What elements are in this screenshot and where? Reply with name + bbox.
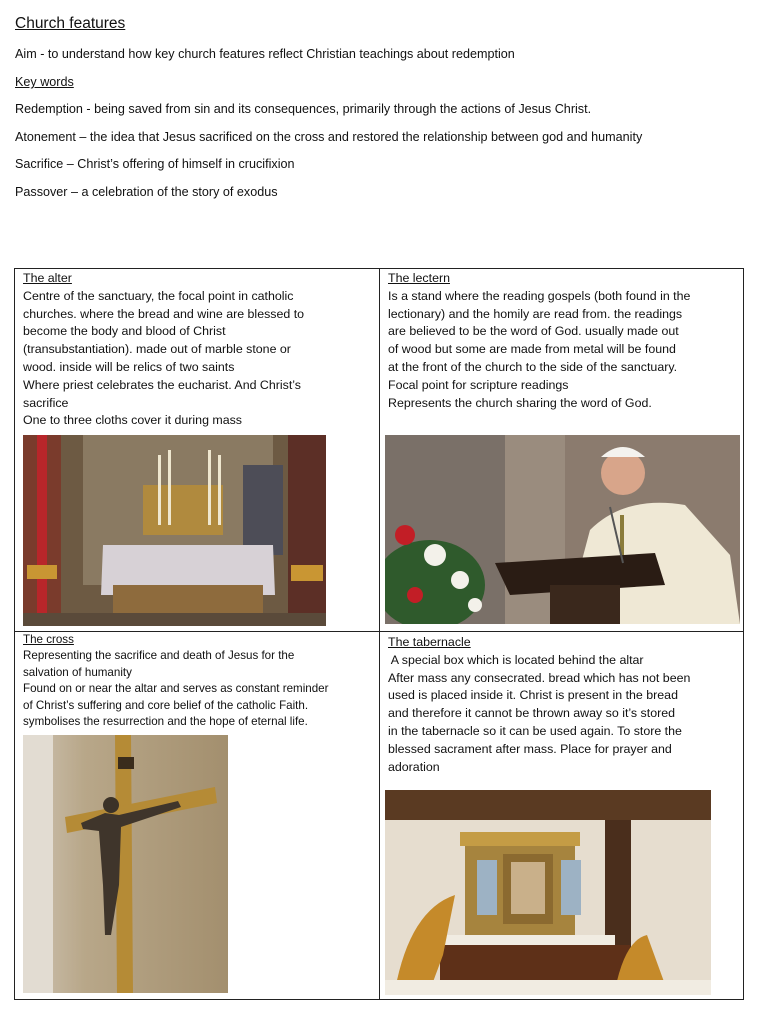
cell-line: Found on or near the altar and serves as constant reminder [23, 682, 329, 696]
cell-alter [23, 270, 375, 430]
cell-line: salvation of humanity [23, 665, 132, 679]
table-divider-vertical [379, 269, 380, 999]
key-words-heading: Key words [15, 75, 74, 89]
page-title: Church features [15, 15, 126, 32]
cell-line: become the body and blood of Christ [23, 324, 226, 339]
cell-line: in the tabernacle so it can be used again. To store the [388, 723, 682, 738]
definition-atonement: Atonement – the idea that Jesus sacrificed on the cross and restored the relationship between god and humanity [15, 130, 643, 144]
cell-heading: The tabernacle [388, 635, 471, 649]
cell-line: at the front of the church to the side of the sanctuary. [388, 359, 678, 374]
definition-sacrifice: Sacrifice – Christ’s offering of himself in crucifixion [15, 157, 295, 171]
cell-heading: The lectern [388, 271, 450, 285]
cell-line: and therefore it cannot be thrown away so it’s stored [388, 706, 675, 721]
definition-redemption: Redemption - being saved from sin and its consequences, primarily through the actions of Jesus Christ. [15, 102, 592, 116]
cell-line: A special box which is located behind the altar [388, 652, 644, 667]
tabernacle-photo [385, 790, 711, 995]
cell-line: Represents the church sharing the word of God. [388, 395, 652, 410]
cell-line: wood. inside will be relics of two saints [23, 359, 235, 374]
cell-line: Focal point for scripture readings [388, 377, 569, 392]
cell-line: adoration [388, 759, 440, 774]
cell-cross [23, 632, 375, 730]
cell-line: blessed sacrament after mass. Place for prayer and [388, 741, 672, 756]
cross-photo [23, 735, 228, 993]
cell-heading: The alter [23, 271, 72, 285]
altar-photo [23, 435, 326, 626]
cell-line: of Christ’s suffering and core belief of the catholic Faith. [23, 698, 309, 712]
cell-line: sacrifice [23, 395, 69, 410]
cell-lectern [388, 270, 740, 412]
cell-line: Centre of the sanctuary, the focal point in catholic [23, 288, 294, 303]
cell-line: Where priest celebrates the eucharist. And Christ’s [23, 377, 302, 392]
cell-line: of wood but some are made from metal will be found [388, 342, 676, 357]
cell-line: Is a stand where the reading gospels (both found in the [388, 288, 691, 303]
cell-line: lectionary) and the homily are read from. the readings [388, 306, 683, 321]
cell-line: churches. where the bread and wine are blessed to [23, 306, 305, 321]
cell-line: One to three cloths cover it during mass [23, 413, 243, 428]
features-table [14, 268, 744, 1000]
cell-line: symbolises the resurrection and the hope of eternal life. [23, 715, 308, 729]
lectern-photo [385, 435, 740, 624]
cell-heading: The cross [23, 633, 74, 646]
cell-line: After mass any consecrated. bread which has not been [388, 670, 691, 685]
cell-line: Representing the sacrifice and death of Jesus for the [23, 649, 295, 663]
cell-line: (transubstantiation). made out of marble stone or [23, 342, 291, 357]
aim-text: Aim - to understand how key church features reflect Christian teachings about redemption [15, 47, 515, 61]
cell-line: are believed to be the word of God. usually made out [388, 324, 679, 339]
cell-line: used is placed inside it. Christ is present in the bread [388, 688, 678, 703]
definition-passover: Passover – a celebration of the story of exodus [15, 185, 278, 199]
cell-tabernacle [388, 634, 740, 776]
